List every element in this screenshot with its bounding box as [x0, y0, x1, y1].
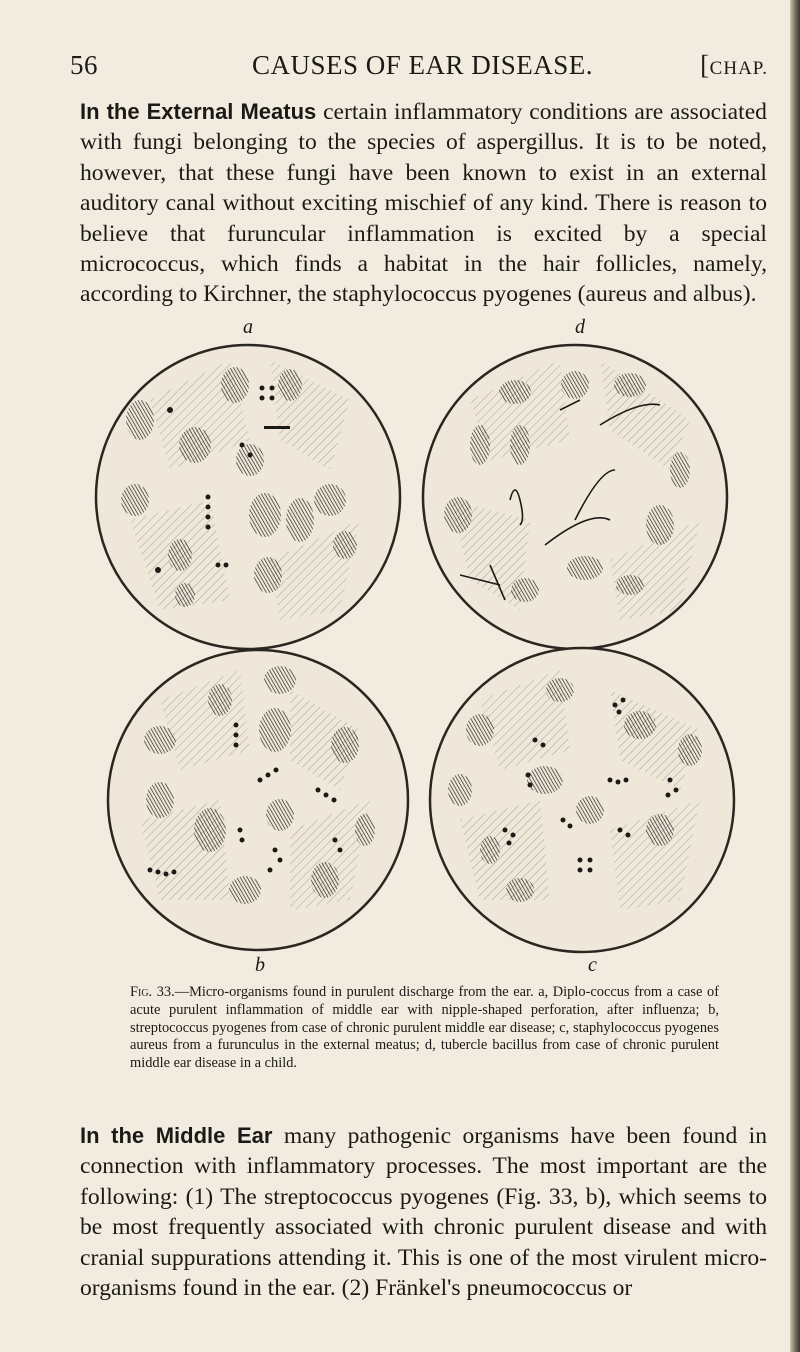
running-title: CAUSES OF EAR DISEASE.: [252, 50, 594, 80]
paragraph-lead: In the External Meatus: [80, 99, 317, 124]
figure-number: Fig. 33.: [130, 984, 175, 1000]
paragraph-lead: In the Middle Ear: [80, 1123, 273, 1148]
chapter-label: CHAP.: [709, 58, 768, 79]
paragraph-text: certain inflammatory conditions are associated with fungi belonging to the species of aspergillus. It is to be noted, however, that these fungi have been known to exist in an external auditory canal without exciting mischief of any kind. There is reason to believe that furuncular inflammation is excited by a special micrococcus, which finds a habitat in the hair follicles, namely, according to Kirchner, the staphylococcus pyogenes (aureus and albus).: [80, 99, 767, 308]
figure-label-d: d: [575, 316, 585, 338]
paragraph-text: many pathogenic organisms have been found in connection with inflammatory processes. The most important are the following: (1) The streptococcus pyogenes (Fig. 33, b), which seems to be most frequently associated with chronic purulent disease and with cranial suppurations attending it. This is one of the most virulent micro-organisms found in the ear. (2) Fränkel's pneumococcus or: [80, 1123, 767, 1302]
page-number: 56: [70, 50, 98, 80]
figure-label-b: b: [255, 954, 265, 976]
microscope-field-d: [423, 345, 727, 649]
microscope-field-c: [430, 648, 734, 952]
figure-caption-text: —Micro-organisms found in purulent discharge from the ear. a, Diplo-coccus from a case of acute purulent inflammation of middle ear with nipple-shaped perforation, after influenza; b, streptococcus pyogenes from case of chronic purulent middle ear disease; c, staphylococcus pyogenes aureus from a furunculus in the external meatus; d, tubercle bacillus from case of chronic purulent middle ear disease in a child.: [130, 984, 719, 1072]
paragraph-middle-ear: [80, 1121, 767, 1303]
microscope-field-a: [96, 345, 400, 649]
figure-label-c: c: [588, 954, 597, 976]
figure-caption: [130, 984, 719, 1073]
microscope-field-b: [108, 650, 408, 950]
figure-label-a: a: [243, 316, 253, 338]
chapter-bracket: [: [700, 50, 710, 80]
